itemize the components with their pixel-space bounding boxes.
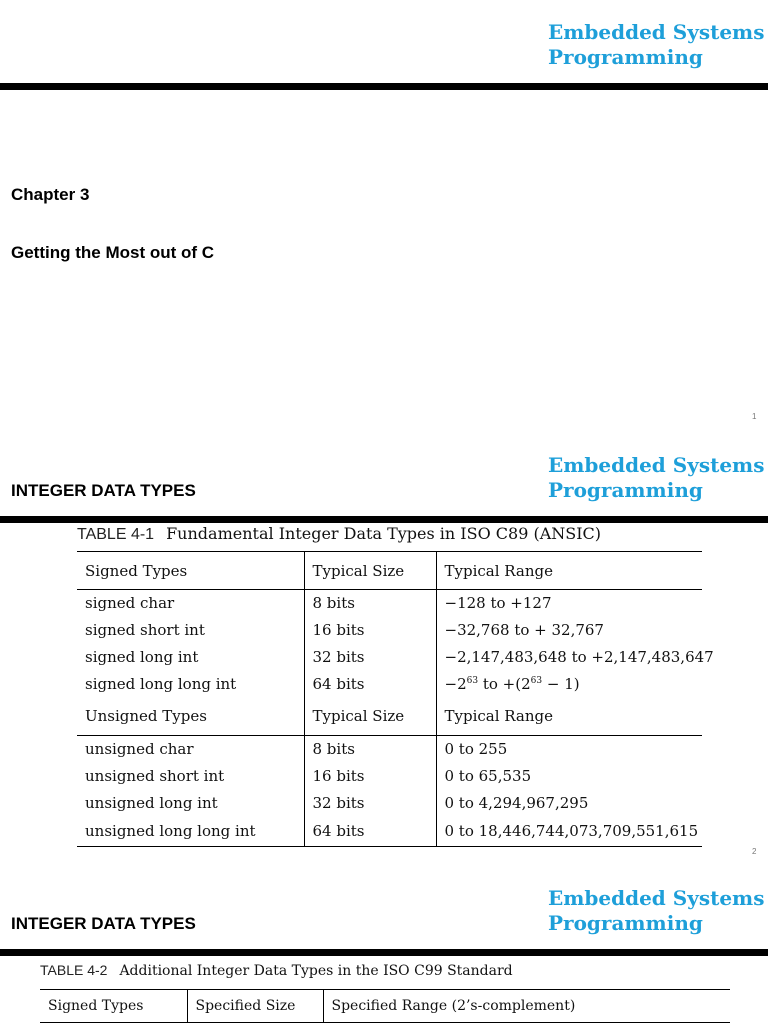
table-row [77,644,702,671]
header-rule [0,516,768,523]
chapter-title: Getting the Most out of C [11,243,215,262]
type-name: unsigned long int [85,794,218,812]
brand-title [548,20,764,70]
header-cell: Typical Range [436,698,702,736]
header-cell: Unsigned Types [77,698,304,736]
type-size: 16 bits [304,617,436,644]
header-rule [0,83,768,90]
type-range: −32,768 to + 32,767 [436,617,702,644]
type-range: −128 to +127 [436,590,702,617]
table-row [77,590,702,617]
page-number: 1 [752,412,757,421]
type-name: signed short int [85,621,205,639]
type-size: 16 bits [304,763,436,790]
brand-line-2: Programming [548,478,703,502]
c99-types-table [40,989,730,1023]
table-row [77,617,702,644]
type-name: signed long int [85,648,199,666]
type-name: unsigned short int [85,767,225,785]
table-row [77,817,702,847]
exponent: 63 [466,676,479,686]
brand-line-2: Programming [548,911,703,935]
slide-heading: INTEGER DATA TYPES [11,481,196,500]
type-size: 8 bits [304,736,436,763]
header-cell: Signed Types [77,552,304,590]
table-caption [77,524,601,544]
range-part: −2 [444,675,467,693]
type-range: 0 to 18,446,744,073,709,551,615 [436,817,702,847]
table-header-row [77,698,702,736]
range-part: to +(2 [478,675,531,693]
type-size: 64 bits [304,671,436,698]
type-size: 32 bits [304,790,436,817]
type-name: unsigned char [85,740,194,759]
type-range: 0 to 4,294,967,295 [436,790,702,817]
chapter-label: Chapter 3 [11,185,90,204]
header-rule [0,949,768,956]
header-cell: Specified Size [187,990,323,1023]
slide-heading: INTEGER DATA TYPES [11,914,196,933]
range-part: − 1) [542,675,580,693]
type-size: 32 bits [304,644,436,671]
brand-line-1: Embedded Systems [548,886,765,910]
table-header-row [40,990,730,1023]
type-range [436,671,702,698]
slide-2 [0,433,768,866]
type-name: signed char [85,594,175,613]
table-caption [40,962,513,979]
header-cell: Typical Range [436,552,702,590]
exponent: 63 [530,676,543,686]
header-cell: Specified Range (2’s-complement) [323,990,730,1023]
table-caption-text: Fundamental Integer Data Types in ISO C89 (ANSIC) [166,524,602,543]
integer-types-table [77,551,714,847]
brand-line-1: Embedded Systems [548,453,765,477]
slide-3 [0,866,768,1024]
page-number: 2 [752,847,757,856]
table-caption-text: Additional Integer Data Types in the ISO C99 Standard [119,963,513,979]
table-number: TABLE 4-1 [77,526,155,543]
brand-title [548,886,764,936]
header-cell: Signed Types [40,990,187,1023]
table-row [77,736,702,763]
brand-title [548,453,764,503]
type-range: 0 to 65,535 [436,763,702,790]
table-number: TABLE 4-2 [40,962,108,978]
table-row [77,671,702,698]
table-row [77,763,702,790]
type-name: signed long long int [85,675,237,693]
slide-1 [0,0,768,433]
type-range: 0 to 255 [436,736,702,763]
brand-line-1: Embedded Systems [548,20,765,44]
header-cell: Typical Size [304,698,436,736]
type-range: −2,147,483,648 to +2,147,483,647 [436,644,702,671]
type-size: 8 bits [304,590,436,617]
brand-line-2: Programming [548,45,703,69]
type-name: unsigned long long int [77,817,304,847]
table-row [77,790,702,817]
header-cell: Typical Size [304,552,436,590]
type-size: 64 bits [304,817,436,847]
table-header-row [77,552,702,590]
